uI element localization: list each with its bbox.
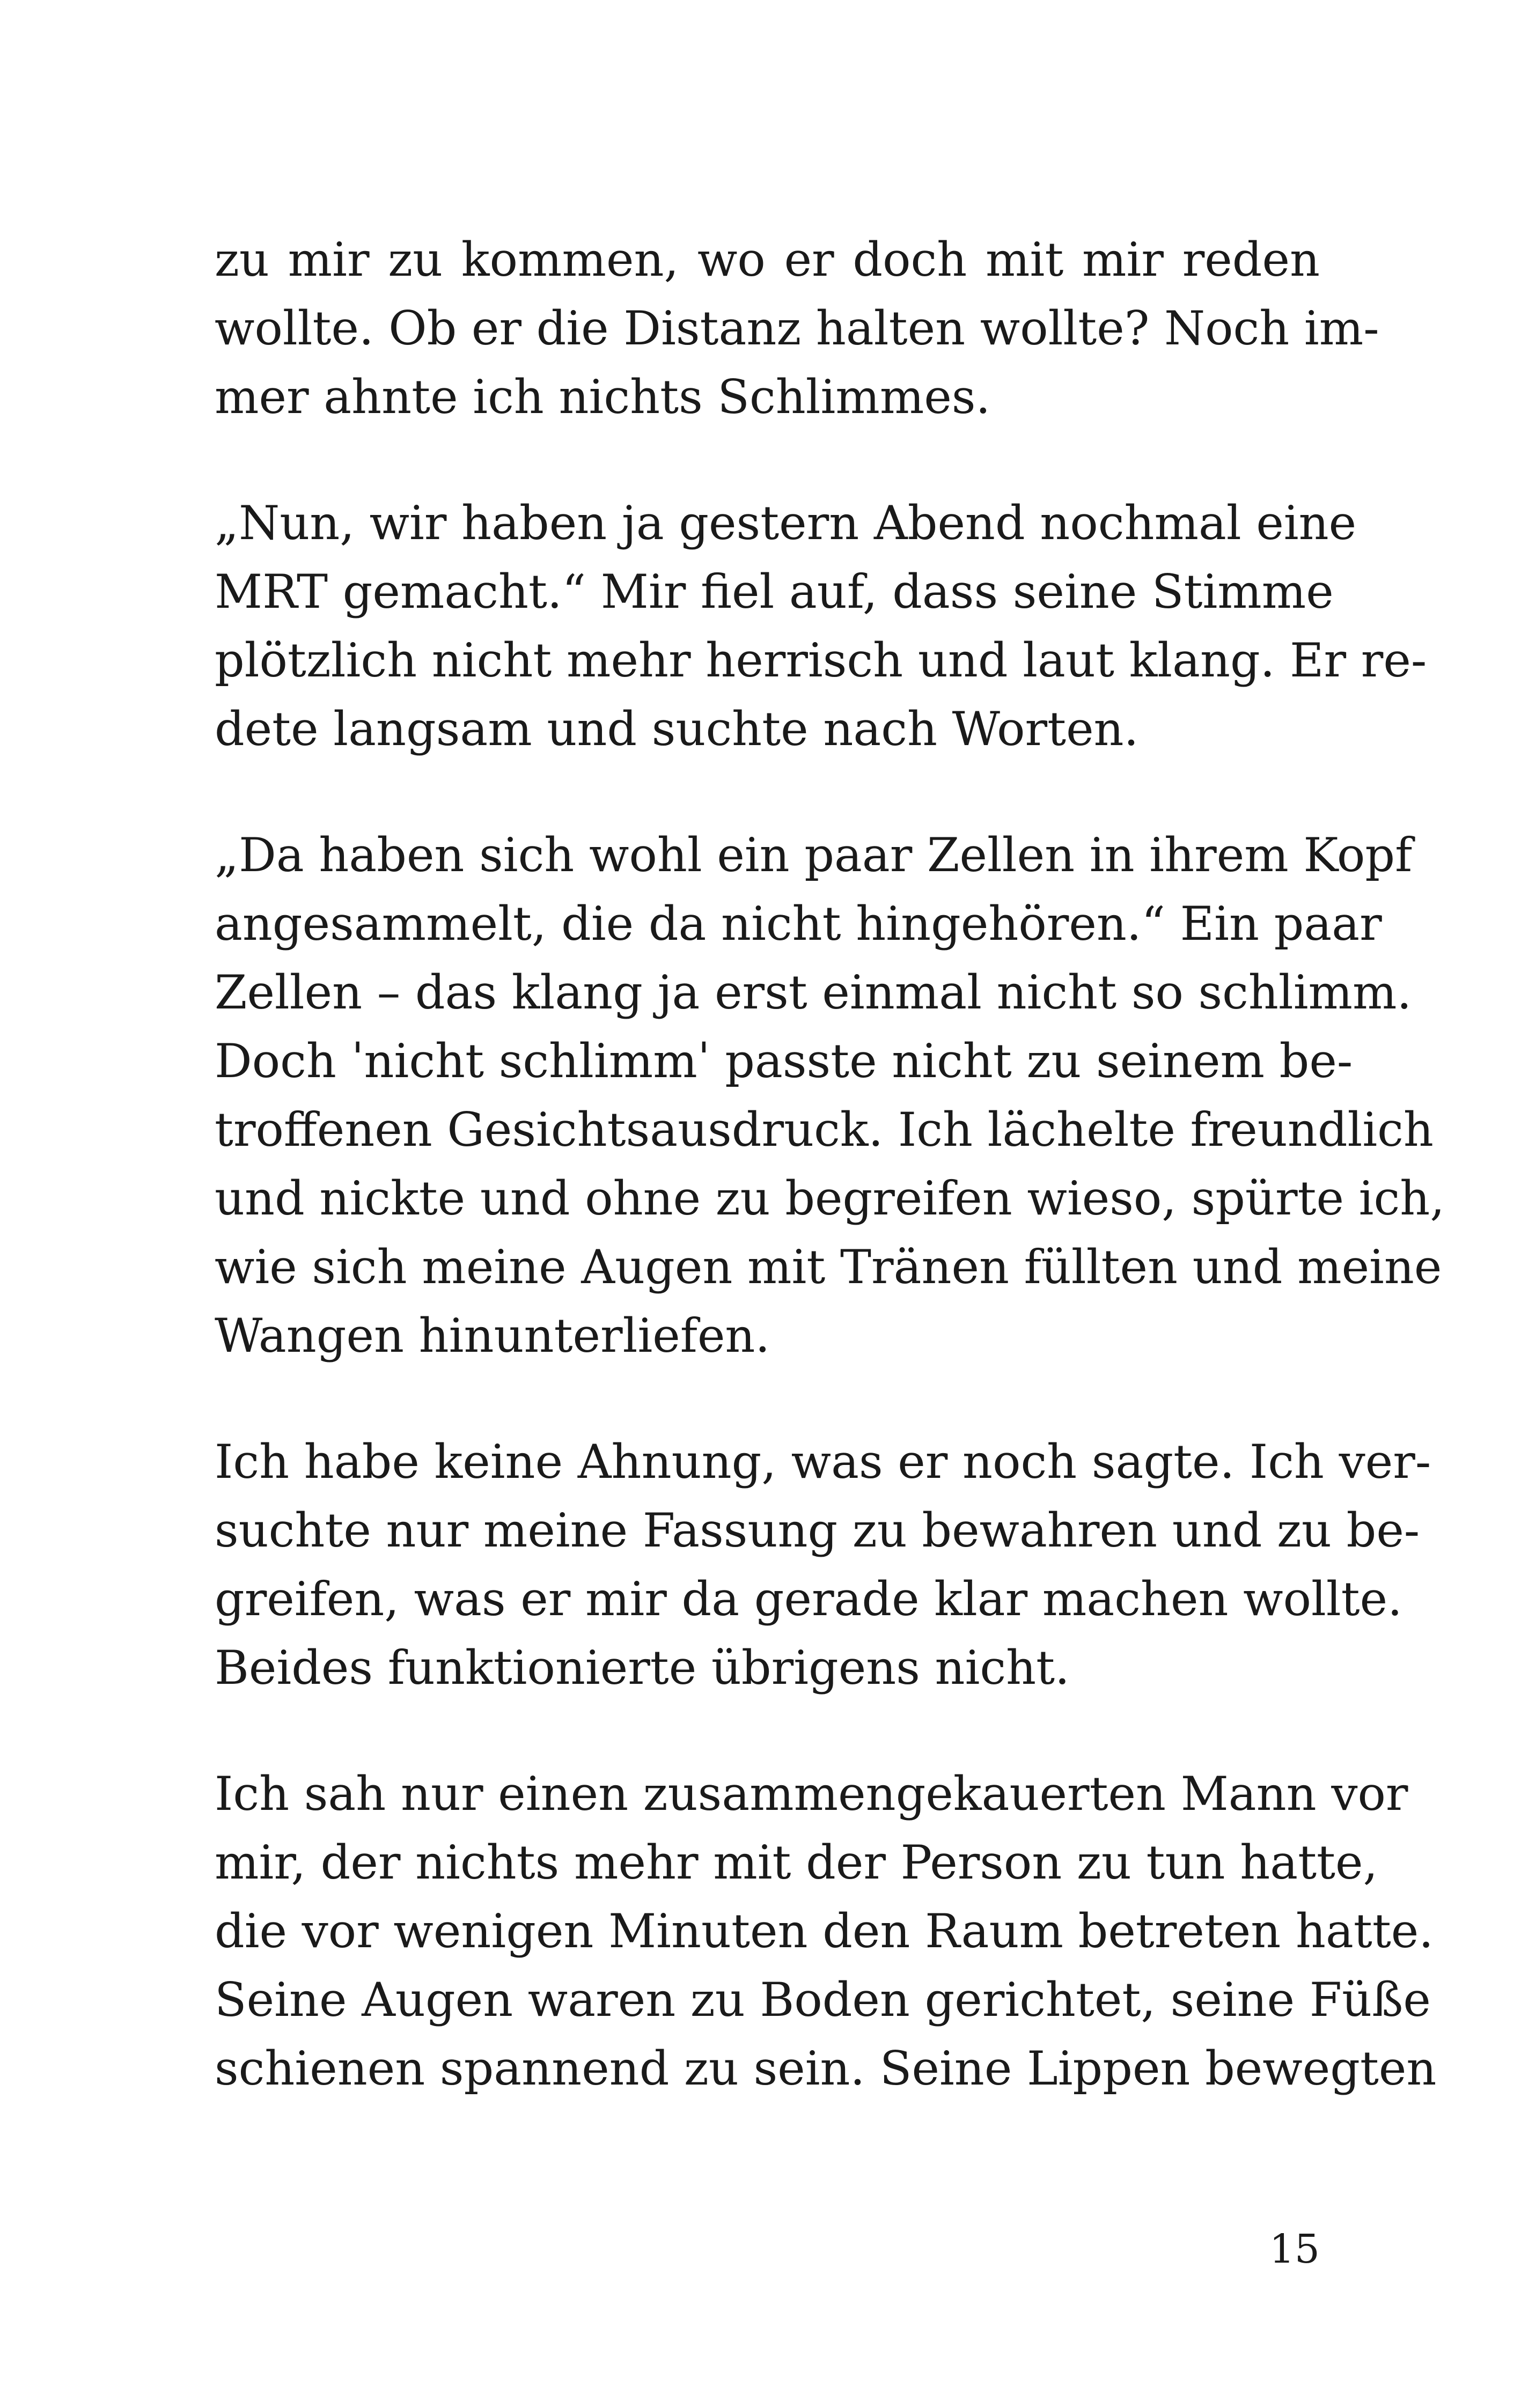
text-line: mir, der nichts mehr mit der Person zu tun hatte,: [215, 1835, 1378, 1890]
paragraph-gap: [215, 431, 1320, 489]
text-line: und nickte und ohne zu begreifen wieso, spürte ich,: [215, 1171, 1445, 1226]
paragraph-2: [215, 489, 1427, 763]
paragraph-gap: [215, 1370, 1320, 1427]
text-line: suchte nur meine Fassung zu bewahren und zu be-: [215, 1503, 1420, 1558]
body-text: [215, 225, 1445, 2103]
text-line: Beides funktionierte übrigens nicht.: [215, 1640, 1070, 1695]
text-line: Seine Augen waren zu Boden gerichtet, seine Füße: [215, 1972, 1431, 2027]
text-line: angesammelt, die da nicht hingehören.“ Ein paar: [215, 896, 1382, 951]
paragraph-5: [215, 1759, 1437, 2103]
paragraph-gap: [215, 1702, 1320, 1759]
text-line: Wangen hinunterliefen.: [215, 1308, 770, 1363]
paragraph-3: [215, 821, 1445, 1370]
text-line: wollte. Ob er die Distanz halten wollte? Noch im-: [215, 301, 1379, 356]
text-line: Ich habe keine Ahnung, was er noch sagte. Ich ver-: [215, 1434, 1431, 1489]
text-line: die vor wenigen Minuten den Raum betreten hatte.: [215, 1904, 1434, 1958]
text-line: zu mir zu kommen, wo er doch mit mir reden: [215, 232, 1320, 287]
text-line: Doch ˈnicht schlimmˈ passte nicht zu seinem be-: [215, 1034, 1353, 1088]
text-line: „Nun, wir haben ja gestern Abend nochmal eine: [215, 496, 1357, 550]
text-line: mer ahnte ich nichts Schlimmes.: [215, 370, 991, 424]
text-line: „Da haben sich wohl ein paar Zellen in ihrem Kopf: [215, 828, 1413, 882]
paragraph-gap: [215, 763, 1320, 821]
text-line: MRT gemacht.“ Mir fiel auf, dass seine Stimme: [215, 564, 1334, 619]
page-number: 15: [1269, 2226, 1320, 2272]
text-line: plötzlich nicht mehr herrisch und laut klang. Er re-: [215, 633, 1427, 688]
text-line: wie sich meine Augen mit Tränen füllten und meine: [215, 1240, 1442, 1294]
text-line: troffenen Gesichtsausdruck. Ich lächelte freundlich: [215, 1102, 1434, 1157]
paragraph-1: [215, 225, 1379, 431]
text-line: schienen spannend zu sein. Seine Lippen bewegten: [215, 2041, 1437, 2096]
text-line: Zellen – das klang ja erst einmal nicht so schlimm.: [215, 965, 1412, 1020]
text-line: greifen, was er mir da gerade klar machen wollte.: [215, 1572, 1402, 1626]
text-line: dete langsam und suchte nach Worten.: [215, 702, 1139, 756]
paragraph-4: [215, 1427, 1431, 1702]
text-line: Ich sah nur einen zusammengekauerten Mann vor: [215, 1766, 1408, 1821]
